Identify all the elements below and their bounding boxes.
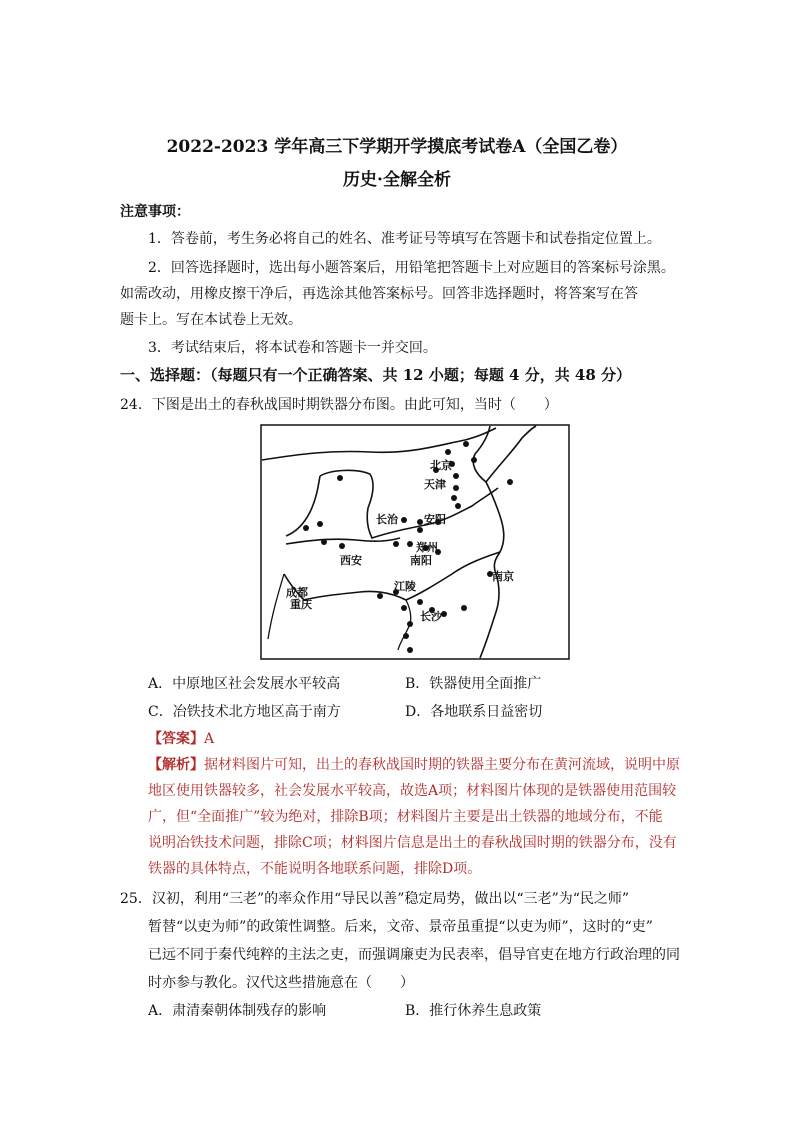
iron-find-dot [451,495,457,501]
q24-option-c: C．冶铁技术北方地区高于南方 [148,704,341,720]
iron-find-dot [463,441,469,447]
iron-find-dot [407,621,413,627]
city-label: 重庆 [290,598,312,611]
q24-option-b: B．铁器使用全面推广 [405,676,542,692]
iron-find-dot [303,525,309,531]
city-label: 天津 [424,478,446,491]
iron-find-dot [445,449,451,455]
notice-line: 题卡上。写在本试卷上无效。 [120,312,302,328]
city-label: 江陵 [394,580,416,593]
iron-find-dot [401,605,407,611]
map-frame [261,425,569,659]
analysis-label: 【解析】 [148,757,204,773]
q24-option-a: A．中原地区社会发展水平较高 [148,676,341,692]
answer-label: 【答案】 [148,731,204,747]
city-label: 南京 [492,570,514,583]
iron-find-dot [417,527,423,533]
city-label: 西安 [340,554,362,567]
iron-find-dot [377,593,383,599]
page-subtitle: 历史·全解全析 [343,170,451,190]
section-heading: 一、选择题：（每题只有一个正确答案、共 12 小题；每题 4 分，共 48 分） [120,366,632,384]
iron-find-dot [453,485,459,491]
analysis-text: 据材料图片可知，出土的春秋战国时期的铁器主要分布在黄河流域，说明中原 [204,757,680,773]
question-24-stem: 24．下图是出土的春秋战国时期铁器分布图。由此可知，当时（ ） [120,397,558,413]
q24-option-d: D．各地联系日益密切 [405,704,543,720]
q25-option-b: B．推行休养生息政策 [405,1003,542,1019]
iron-find-dot [453,473,459,479]
city-label: 郑州 [416,541,438,554]
iron-distribution-map [260,424,570,660]
q25-stem-line: 已远不同于秦代纯粹的主法之吏，而强调廉吏为民表率，倡导官吏在地方行政治理的同 [148,947,680,963]
iron-find-dot [403,633,409,639]
q25-stem-line: 时亦参与教化。汉代这些措施意在（ ） [148,975,414,991]
iron-find-dot [507,479,513,485]
iron-find-dot [461,605,467,611]
iron-find-dot [407,541,413,547]
iron-find-dot [321,539,327,545]
iron-find-dot [417,519,423,525]
notice-line: 3．考试结束后，将本试卷和答题卡一并交回。 [148,340,437,356]
city-label: 北京 [430,459,452,472]
iron-find-dot [317,521,323,527]
iron-find-dot [337,475,343,481]
iron-find-dot [339,543,345,549]
city-label: 南阳 [410,554,432,567]
q25-option-a: A．肃清秦朝体制残存的影响 [148,1003,327,1019]
notice-line: 2．回答选择题时，选出每小题答案后，用铅笔把答题卡上对应题目的答案标号涂黑。 [148,260,675,276]
city-label: 成都 [286,586,308,599]
q25-stem-line: 暂替“以吏为师”的政策性调整。后来，文帝、景帝虽重提“以吏为师”，这时的“吏” [148,919,653,935]
q24-analysis-line: 说明冶铁技术问题，排除C项；材料图片信息是出土的春秋战国时期的铁器分布，没有 [148,835,677,851]
city-label: 长沙 [420,610,442,623]
iron-find-dot [401,517,407,523]
page-title: 2022-2023 学年高三下学期开学摸底考试卷A（全国乙卷） [166,137,628,157]
notice-heading: 注意事项： [120,204,190,220]
answer-value: A [204,731,215,747]
q24-analysis-line: 广，但“全面推广”较为绝对，排除B项；材料图片主要是出土铁器的地域分布，不能 [148,809,663,825]
city-label: 安阳 [424,513,446,526]
iron-find-dot [471,457,477,463]
iron-find-dot [407,647,413,653]
q24-answer [148,730,214,748]
iron-find-dot [393,541,399,547]
notice-line: 1．答卷前，考生务必将自己的姓名、准考证号等填写在答题卡和试卷指定位置上。 [148,231,661,247]
iron-find-dot [417,599,423,605]
q24-analysis-line [148,756,680,774]
q24-analysis-line: 铁器的具体特点，不能说明各地联系问题，排除D项。 [148,861,482,877]
notice-line: 如需改动，用橡皮擦干净后，再选涂其他答案标号。回答非选择题时，将答案写在答 [120,286,638,302]
q25-stem-line: 25．汉初，利用“三老”的率众作用“导民以善”稳定局势，做出以“三老”为“民之师” [120,891,630,907]
city-label: 长治 [376,513,398,526]
iron-find-dot [455,503,461,509]
q24-analysis-line: 地区使用铁器较多，社会发展水平较高，故选A项；材料图片体现的是铁器使用范围较 [148,783,677,799]
